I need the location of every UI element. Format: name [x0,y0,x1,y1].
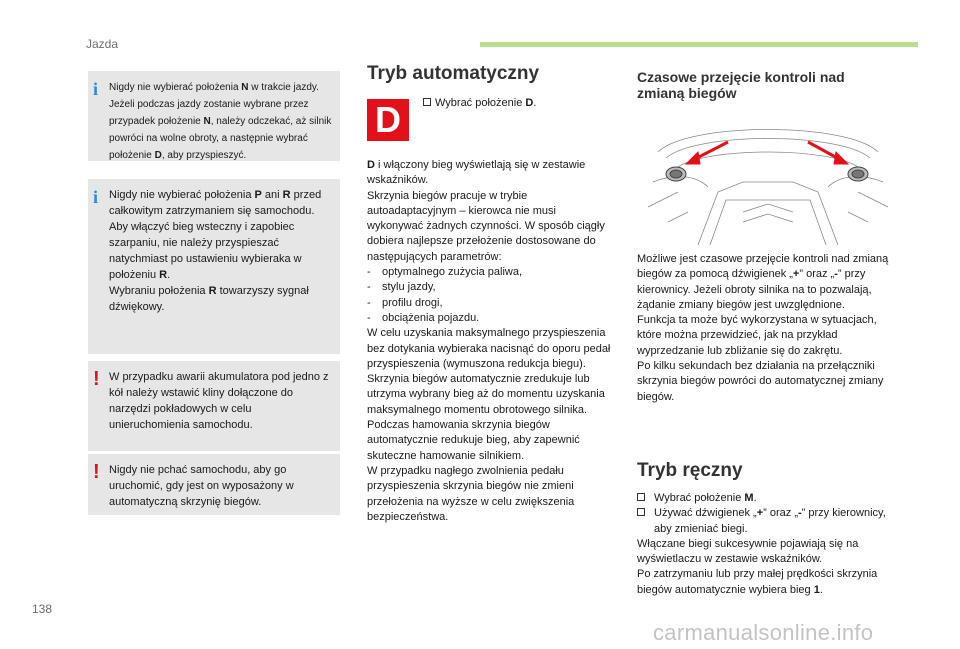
info-note-neutral [88,71,340,161]
warning-icon: ! [93,368,100,390]
list-item: - obciążenia pojazdu. [367,311,613,326]
step-select-m: Wybrać położenie M. [637,491,897,506]
header-section-label: Jazda [86,37,119,51]
gear-d-symbol: D [367,99,409,141]
warning-icon: ! [93,461,100,483]
arrow-right-icon [808,142,848,164]
warning-note-push-start [88,454,340,515]
section-title: Tryb automatyczny [367,63,540,84]
steering-wheel-paddles-illustration [648,112,888,245]
manual-mode-section [637,460,897,481]
info-icon: i [93,79,99,99]
paragraph: Skrzynia biegów pracuje w trybie autoadaptacyjnym – kierowca nie musi wykonywać żadnych czynności. W sposób ciągły dobiera najlepsze przełożenie dostosowane do następujących parametrów: [367,189,605,263]
step-use-paddles: Używać dźwigienek „+” oraz „-” przy kierownicy, aby zmieniać biegi. [637,506,897,537]
info-note-park-reverse [88,179,340,354]
step-select-d: Wybrać położenie D. [423,97,536,109]
automatic-mode-section [367,63,613,84]
checkbox-icon [423,97,435,109]
paragraph: Po zatrzymaniu lub przy małej prędkości skrzynia biegów automatycznie wybiera bieg 1. [637,568,878,596]
section-title: Tryb ręczny [637,460,743,481]
warning-note-battery [88,361,340,451]
note-text: Nigdy nie pchać samochodu, aby go uruchomić, gdy jest on wyposażony w automatyczną skrzynię biegów. [109,464,294,508]
section-title-line1: Czasowe przejęcie kontroli nad [637,69,845,85]
paragraph: W celu uzyskania maksymalnego przyspieszenia bez dotykania wybieraka nacisnąć do oporu pedał przyspieszenia (wymuszona redukcja biegu). Skrzynia biegów automatycznie zredukuje lub utrzyma wybrany bieg aż do momentu uzyskania maksymalnego momentu obrotowego silnika. [367,327,611,416]
paragraph: Po kilku sekundach bez działania na przełączniki skrzynia biegów powróci do automatycznej zmiany biegów. [637,360,884,403]
paragraph: Możliwe jest czasowe przejęcie kontroli nad zmianą biegów za pomocą dźwigienek „+” oraz „-” przy kierownicy. Jeżeli obroty silnika na to pozwalają, żądanie zmiany biegów jest uwzględnione. [637,253,889,311]
note-text: W przypadku awarii akumulatora pod jedno z kół należy wstawić kliny dołączone do narzędzi pokładowych w celu unieruchomienia samochodu. [109,371,329,431]
temporary-control-heading [637,69,897,101]
temporary-control-body [637,252,897,405]
note-text: Nigdy nie wybierać położenia P ani R przed całkowitym zatrzymaniem się samochodu. Aby włączyć bieg wsteczny i zapobiec szarpaniu, nie należy przyspieszać natychmiast po ustawieniu wybieraka w położeniu R. Wybraniu położenia R towarzyszy sygnał dźwiękowy. [109,189,322,313]
paragraph: Funkcja ta może być wykorzystana w sytuacjach, które można przewidzieć, jak na przykład wyprzedzanie lub zbliżanie się do zakrętu. [637,314,877,357]
automatic-mode-body [367,158,613,525]
parameters-list [367,265,613,326]
intro-text: D i włączony bieg wyświetlają się w zestawie wskaźników. [367,159,586,187]
checkbox-icon [637,506,645,521]
list-item: - stylu jazdy, [367,280,613,295]
list-item: - profilu drogi, [367,296,613,311]
checkbox-icon [637,491,654,506]
watermark: carmanualsonline.info [653,620,874,645]
info-icon: i [93,187,99,207]
paragraph: W przypadku nagłego zwolnienia pedału przyspieszenia skrzynia biegów nie zmieni przełożenia na wyższe w celu zwiększenia bezpieczeństwa. [367,464,575,523]
page-number: 138 [32,602,53,616]
right-paddle-icon [848,167,868,181]
note-text: Nigdy nie wybierać położenia N w trakcie jazdy. Jeżeli podczas jazdy zostanie wybrane przez przypadek położenie N, należy odczekać, aż silnik powróci na wolne obroty, a następnie wybrać położenie D, aby przyspieszyć. [109,82,332,161]
list-item: - optymalnego zużycia paliwa, [367,265,613,280]
paragraph: Włączane biegi sukcesywnie pojawiają się na wyświetlaczu w zestawie wskaźników. [637,537,859,566]
left-paddle-icon [666,167,686,181]
arrow-left-icon [686,142,728,164]
manual-mode-body [637,491,897,598]
header-accent-bar [480,42,918,47]
section-title-line2: zmianą biegów [637,85,737,101]
paragraph: Podczas hamowania skrzynia biegów automatycznie redukuje bieg, aby zapewnić skuteczne hamowanie silnikiem. [367,419,580,462]
